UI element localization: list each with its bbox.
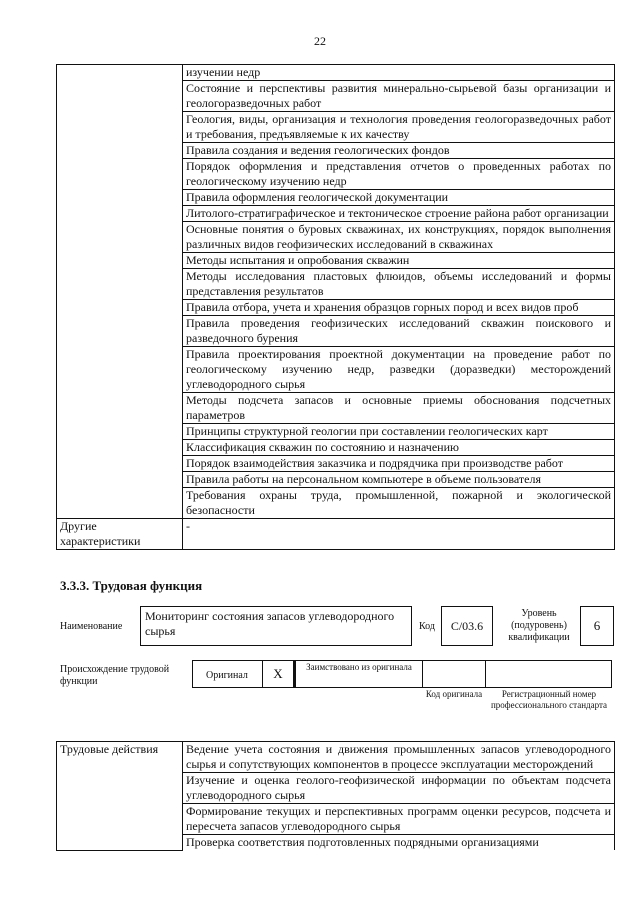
other-characteristics-value: -	[183, 519, 615, 550]
knowledge-item: Принципы структурной геологии при составлении геологических карт	[183, 424, 615, 440]
knowledge-item: Методы подсчета запасов и основные приемы обоснования подсчетных параметров	[183, 393, 615, 424]
origin-divider	[294, 660, 296, 688]
other-characteristics-label: Другие характеристики	[57, 519, 183, 550]
action-item: Проверка соответствия подготовленных подрядными организациями	[183, 835, 615, 851]
knowledge-item: Правила проведения геофизических исследований скважин поискового и разведочного бурения	[183, 316, 615, 347]
knowledge-item: Классификация скважин по состоянию и назначению	[183, 440, 615, 456]
knowledge-item: Литолого-стратиграфическое и тектоническое строение района работ организации	[183, 206, 615, 222]
original-label: Оригинал	[206, 670, 248, 681]
knowledge-item: Правила отбора, учета и хранения образцов горных пород и всех видов проб	[183, 300, 615, 316]
knowledge-item: Методы исследования пластовых флюидов, объемы исследований и формы представления результатов	[183, 269, 615, 300]
origin-label: Происхождение трудовой функции	[60, 664, 170, 687]
borrowed-label: Заимствовано из оригинала	[306, 662, 412, 672]
function-name-box: Мониторинг состояния запасов углеводородного сырья	[140, 606, 412, 646]
knowledge-item: Методы испытания и опробования скважин	[183, 253, 615, 269]
name-label: Наименование	[60, 621, 123, 632]
code-box: С/03.6	[441, 606, 493, 646]
knowledge-item: Порядок взаимодействия заказчика и подрядчика при производстве работ	[183, 456, 615, 472]
knowledge-item: Правила работы на персональном компьютере в объеме пользователя	[183, 472, 615, 488]
level-box: 6	[580, 606, 614, 646]
knowledge-item: Правила создания и ведения геологических фондов	[183, 143, 615, 159]
table-row	[57, 65, 615, 81]
original-code-caption: Код оригинала	[425, 689, 483, 699]
action-item: Формирование текущих и перспективных программ оценки ресурсов, подсчета и пересчета запасов углеводородного сырья	[183, 804, 615, 835]
original-code-box	[422, 660, 486, 688]
knowledge-item: Правила оформления геологической документации	[183, 190, 615, 206]
registration-caption: Регистрационный номер профессионального стандарта	[490, 689, 608, 710]
knowledge-item: Основные понятия о буровых скважинах, их конструкциях, порядок выполнения различных видов геофизических исследований в скважинах	[183, 222, 615, 253]
knowledge-item: Порядок оформления и представления отчетов о проведенных работах по геологическому изучению недр	[183, 159, 615, 190]
action-item: Ведение учета состояния и движения промышленных запасов углеводородного сырья и сопутствующих компонентов в процессе эксплуатации месторождений	[183, 742, 615, 773]
action-item: Изучение и оценка геолого-геофизической информации по объектам подсчета углеводородного сырья	[183, 773, 615, 804]
knowledge-item: Правила проектирования проектной документации на проведение работ по геологическому изучению недр, разведки (доразведки) месторождений углеводородного сырья	[183, 347, 615, 393]
knowledge-item: изучении недр	[183, 65, 615, 81]
actions-table	[56, 741, 615, 851]
knowledge-item: Геология, виды, организация и технология проведения геологоразведочных работ и требования, предъявляемые к их качеству	[183, 112, 615, 143]
actions-label: Трудовые действия	[57, 742, 183, 851]
level-label: Уровень (подуровень) квалификации	[508, 608, 570, 643]
table-row	[57, 742, 615, 773]
knowledge-table	[56, 64, 615, 550]
knowledge-item: Состояние и перспективы развития минерально-сырьевой базы организации и геологоразведочных работ	[183, 81, 615, 112]
original-mark-box: X	[262, 660, 294, 688]
section-title: 3.3.3. Трудовая функция	[60, 578, 203, 593]
table-row	[57, 519, 615, 550]
knowledge-item: Требования охраны труда, промышленной, пожарной и экологической безопасности	[183, 488, 615, 519]
code-label: Код	[419, 621, 435, 632]
page-number: 22	[314, 34, 326, 48]
knowledge-label-cell	[57, 65, 183, 519]
